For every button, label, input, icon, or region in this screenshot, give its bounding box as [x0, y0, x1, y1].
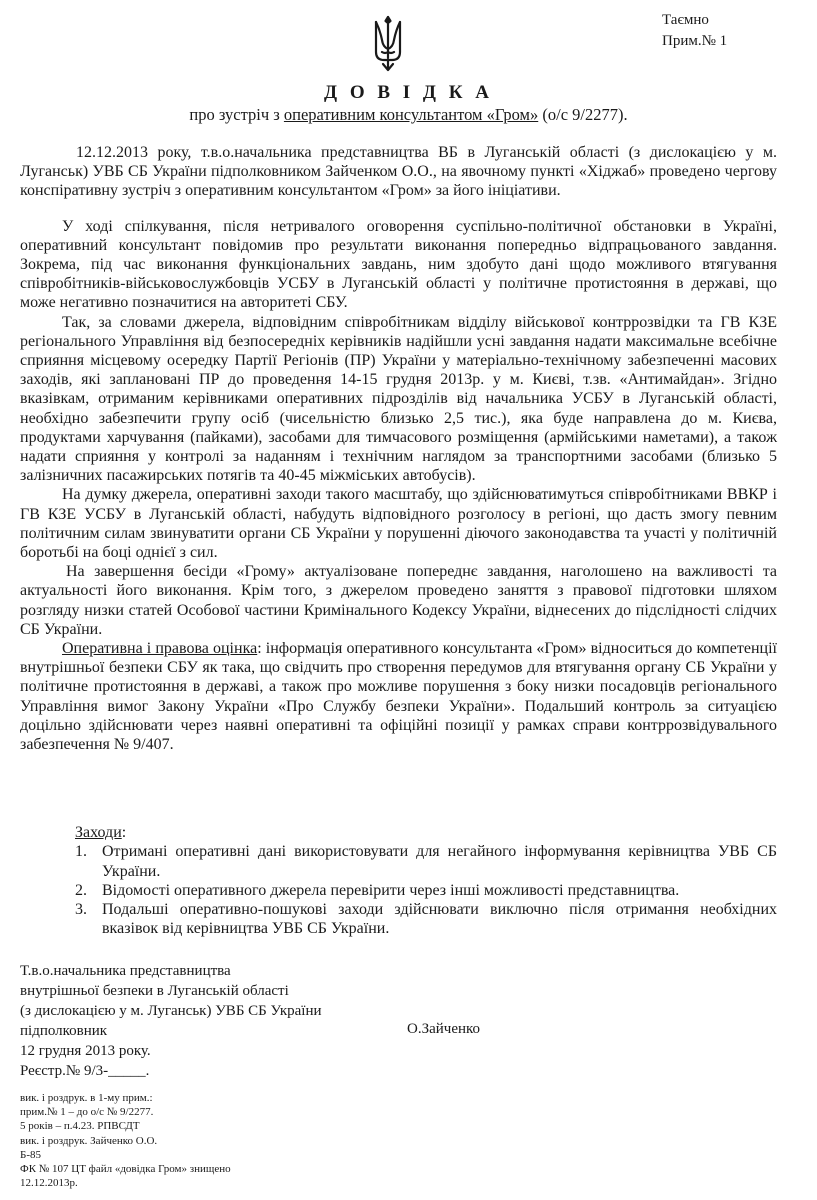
list-item	[20, 900, 777, 939]
paragraph-report: У ході спілкування, після нетривалого оговорення суспільно-політичної обстановки в Україні, оперативний консультант повідомив про результати виконання попередньо відпрацьованого завдання. Зокрема, під час виконання функціональних завдань, ним здобуто дані щодо можливого втягування співробітників-військовослужбовців УСБУ в Луганській області у політичне протистояння в державі, що може негативно позначитися на авторитеті СБУ.	[20, 217, 777, 312]
measures-heading-label: Заходи	[75, 824, 122, 841]
copy-number: Прим.№ 1	[662, 33, 728, 49]
footer-line: ФК № 107 ЦТ файл «довідка Гром» знищено	[20, 1163, 231, 1176]
subtitle-underlined: оперативним консультантом «Гром»	[283, 105, 539, 124]
assessment-label: Оперативна і правова оцінка	[62, 640, 258, 658]
registry-number: Реєстр.№ 9/3-_____.	[20, 1063, 150, 1079]
subtitle-suffix: (о/с 9/2277).	[538, 105, 628, 124]
footer-line: 5 років – п.4.23. РПВСДТ	[20, 1120, 140, 1133]
footer-notes	[20, 1091, 231, 1190]
list-item-number: 1.	[75, 843, 87, 861]
signer-position: внутрішньої безпеки в Луганській області	[20, 983, 289, 999]
measures-section	[20, 823, 777, 939]
list-item	[20, 842, 777, 881]
paragraph-assessment	[20, 639, 777, 754]
assessment-text: : інформація оперативного консультанта «Гром» відноситься до компетенції внутрішньої безпеки СБУ як така, що свідчить про створення передумов для втягування органу СБ України у політичне протистояння в державі, а також про можливе порушення з боку низки посадовців регіонального Управління вимог Закону України «Про Службу безпеки України». Подальший контроль за ситуацією доцільно здійснювати через наявні оперативні та офіційні позиції у рамках справи контррозвідувального забезпечення № 9/407.	[20, 640, 777, 754]
footer-line: 12.12.2013р.	[20, 1177, 78, 1190]
signer-name: О.Зайченко	[407, 1021, 481, 1037]
signature-date: 12 грудня 2013 року.	[20, 1043, 151, 1059]
paragraph-source-details: Так, за словами джерела, відповідним співробітникам відділу військової контррозвідки та ГВ КЗЕ регіонального Управління від безпосередніх керівників надійшли усні завдання надати максимальне всебічне сприяння місцевому осередку Партії Регіонів (ПР) України у матеріально-технічному забезпеченні масових заходів, які заплановані ПР до проведення 14-15 грудня 2013р. у м. Києві, т.зв. «Антимайдан». Згідно вказівкам, отриманим керівниками оперативних підрозділів від начальника УСБУ в Луганській області, необхідно забезпечити групу осіб (чисельністю близько 2,5 тис.), яка буде направлена до м. Києва, продуктами харчування (пайками), засобами для тимчасового розміщення (армійськими наметами), а також надати сприяння у контролі за наданням і технічним наглядом за транспортними засобами (близько 5 залізничних пасажирських потягів та 40-45 міжміських автобусів).	[20, 313, 777, 485]
list-item-number: 2.	[75, 881, 87, 899]
paragraph-source-opinion: На думку джерела, оперативні заходи такого масштабу, що здійснюватимуться співробітниками ВВКР і ГВ КЗЕ УСБУ в Луганській області, набудуть відповідного розголосу в регіоні, що дасть змогу певним політичним силам звинуватити органи СБ України у порушенні діючого законодавства та участі у політичній боротьбі на боці однієї з сил.	[20, 486, 777, 562]
list-item-text: Відомості оперативного джерела перевірити через інші можливості представництва.	[102, 881, 680, 899]
paragraph-meeting: 12.12.2013 року, т.в.о.начальника представництва ВБ в Луганській області (з дислокацією у м. Луганськ) УВБ СБ України підполковником Зайченком О.О., на явочному пункті «Хіджаб» проведено чергову конспіративну зустріч з оперативним консультантом «Гром» за його ініціативи.	[20, 144, 777, 200]
measures-heading	[20, 823, 777, 842]
list-item-text: Отримані оперативні дані використовувати для негайного інформування керівництва УВБ СБ України.	[102, 843, 777, 880]
footer-line: прим.№ 1 – до о/с № 9/2277.	[20, 1106, 154, 1119]
list-item	[20, 881, 777, 900]
footer-line: вик. і роздрук. Зайченко О.О.	[20, 1134, 158, 1147]
classification-level: Таємно	[662, 12, 709, 28]
measures-list	[20, 842, 777, 938]
signer-position: (з дислокацією у м. Луганськ) УВБ СБ України	[20, 1003, 322, 1019]
document-subtitle	[0, 105, 817, 125]
trident-icon	[371, 14, 405, 72]
signature-block	[20, 961, 322, 1081]
signer-position: Т.в.о.начальника представництва	[20, 963, 231, 979]
document-title: Д О В І Д К А	[324, 82, 493, 103]
list-item-number: 3.	[75, 901, 87, 919]
measures-heading-colon: :	[121, 824, 127, 841]
signer-rank: підполковник	[20, 1023, 108, 1039]
footer-line: вик. і роздрук. в 1-му прим.:	[20, 1092, 153, 1104]
paragraph-conclusion: На завершення бесіди «Грому» актуалізоване попереднє завдання, наголошено на важливості та актуальності його виконання. Крім того, з джерелом проведено заняття з правової підготовки шляхом розгляду низки статей Особової частини Кримінального Кодексу України, віднесених до підслідності слідчих СБ України.	[20, 563, 777, 638]
list-item-text: Подальші оперативно-пошукові заходи здійснювати виключно після отримання необхідних вказівок від керівництва УВБ СБ України.	[102, 901, 777, 938]
classification-stamp	[662, 10, 727, 52]
subtitle-prefix: про зустріч з	[189, 105, 284, 124]
document-body	[20, 143, 777, 754]
footer-line: Б-85	[20, 1148, 41, 1161]
